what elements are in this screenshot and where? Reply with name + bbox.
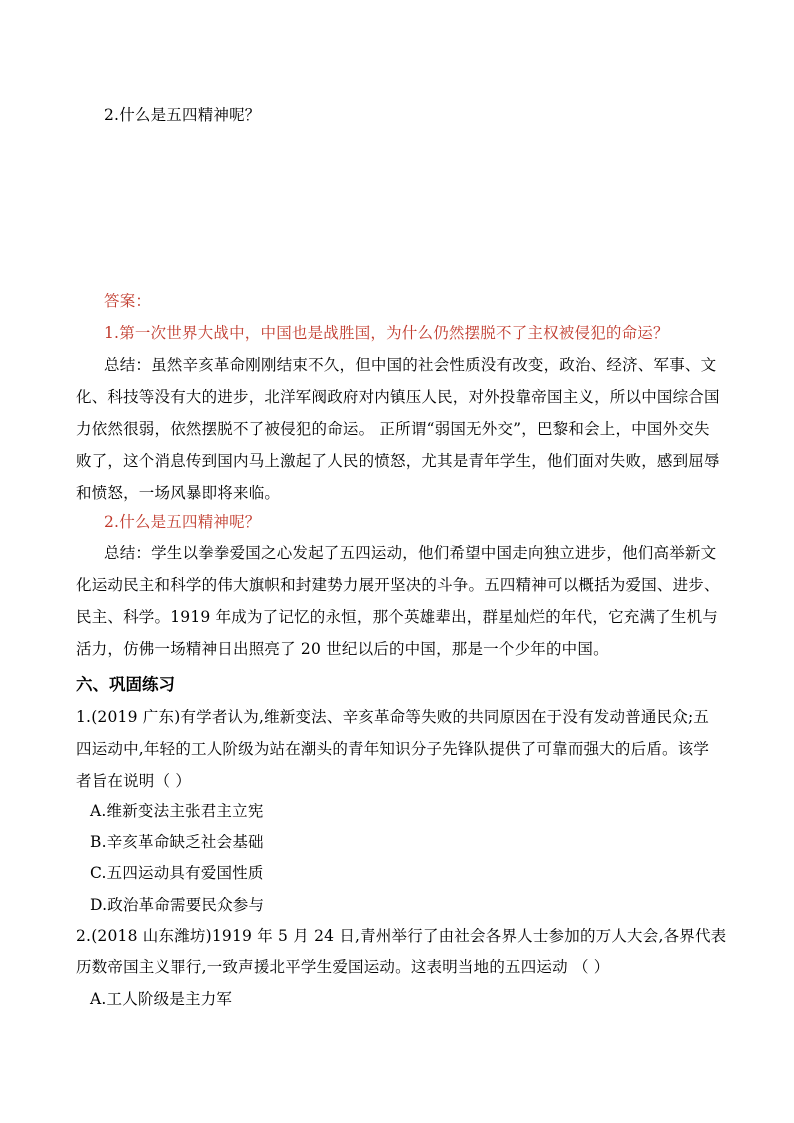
exercise-2-stem-line-2: 历数帝国主义罪行,一致声援北平学生爱国运动。这表明当地的五四运动 （ ） — [76, 958, 610, 976]
exercise-1-option-d: D.政治革命需要民众参与 — [90, 896, 265, 914]
exercise-1-option-c: C.五四运动具有爱国性质 — [90, 864, 264, 882]
exercise-2-option-a: A.工人阶级是主力军 — [90, 990, 233, 1008]
answer-question-1: 1.第一次世界大战中，中国也是战胜国，为什么仍然摆脱不了主权被侵犯的命运？ — [104, 324, 669, 342]
section-heading: 六、巩固练习 — [76, 675, 175, 694]
answer-label: 答案： — [104, 292, 152, 310]
summary-1-line-3: 力依然很弱，依然摆脱不了被侵犯的命运。 正所谓“弱国无外交”，巴黎和会上，中国外交失 — [76, 420, 710, 438]
exercise-1-option-b: B.辛亥革命缺乏社会基础 — [90, 833, 264, 851]
top-question: 2.什么是五四精神呢？ — [104, 106, 261, 124]
exercise-1-stem-line-2: 四运动中,年轻的工人阶级为站在潮头的青年知识分子先锋队提供了可靠而强大的后盾。该学 — [76, 740, 710, 758]
summary-2-line-4: 活力，仿佛一场精神日出照亮了 20 世纪以后的中国，那是一个少年的中国。 — [76, 640, 609, 658]
summary-1-line-1: 总结：虽然辛亥革命刚刚结束不久，但中国的社会性质没有改变，政治、经济、军事、文 — [104, 356, 717, 374]
summary-2-line-1: 总结：学生以拳拳爱国之心发起了五四运动，他们希望中国走向独立进步，他们高举新文 — [104, 544, 717, 562]
summary-1-line-5: 和愤怒，一场风暴即将来临。 — [76, 484, 281, 502]
summary-1-line-4: 败了，这个消息传到国内马上激起了人民的愤怒，尤其是青年学生，他们面对失败，感到屈辱 — [76, 452, 720, 470]
exercise-1-stem-line-1: 1.(2019 广东)有学者认为,维新变法、辛亥革命等失败的共同原因在于没有发动普通民众;五 — [76, 708, 710, 726]
summary-2-line-3: 民主、科学。1919 年成为了记忆的永恒，那个英雄辈出，群星灿烂的年代，它充满了生机与 — [76, 608, 718, 626]
answer-question-2: 2.什么是五四精神呢？ — [104, 513, 261, 531]
summary-2-line-2: 化运动民主和科学的伟大旗帜和封建势力展开坚决的斗争。五四精神可以概括为爱国、进步、 — [76, 576, 720, 594]
exercise-1-stem-line-3: 者旨在说明（ ） — [76, 772, 192, 790]
exercise-1-option-a: A.维新变法主张君主立宪 — [90, 802, 264, 820]
exercise-2-stem-line-1: 2.(2018 山东潍坊)1919 年 5 月 24 日,青州举行了由社会各界人士参加的万人大会,各界代表 — [76, 927, 727, 945]
summary-1-line-2: 化、科技等没有大的进步，北洋军阀政府对内镇压人民，对外投靠帝国主义，所以中国综合国 — [76, 388, 720, 406]
